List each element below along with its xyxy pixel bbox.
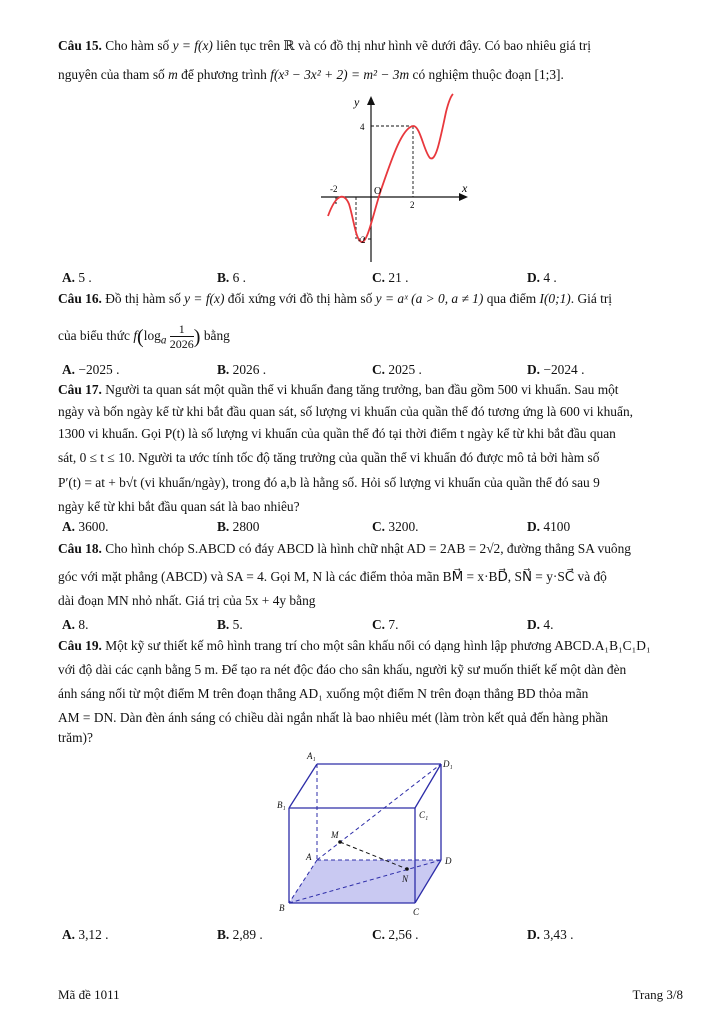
q16-expr-log: log	[143, 328, 161, 343]
q17-line6: ngày kể từ khi bắt đầu quan sát là bao nhiêu?	[58, 499, 300, 514]
answer-d[interactable]: D. 4 .	[527, 270, 557, 285]
q16-point: I(0;1)	[539, 291, 571, 306]
q17-line3: 1300 vi khuẩn. Gọi P(t) là số lượng vi khuẩn của quần thể đó tại thời điểm t ngày kể từ khi bắt đầu quan	[58, 426, 616, 441]
answer-d[interactable]: D. 3,43 .	[527, 927, 574, 942]
label-d1: D₁	[443, 759, 453, 769]
answer-a[interactable]: A. 3,12 .	[62, 927, 109, 942]
q16-expr-f: f	[133, 328, 138, 343]
x-label: x	[462, 181, 468, 195]
q19-line3: ánh sáng nối từ một điểm M trên đoạn thẳng AD₁ xuống một điểm N trên đoạn thẳng BD thỏa mãn	[58, 686, 589, 701]
origin-label: O	[374, 186, 382, 197]
answer-b[interactable]: B. 2026 .	[217, 362, 267, 377]
tick-4: 4	[360, 122, 365, 132]
tick-neg2-y: -2	[358, 235, 366, 245]
q15-text: nguyên của tham số	[58, 67, 165, 82]
q19-line4: AM = DN. Dàn đèn ánh sáng có chiều dài ngắn nhất là bao nhiêu mét (làm tròn kết quả đến hàng phần	[58, 710, 609, 725]
tick-neg2-x: -2	[330, 184, 338, 194]
answer-d[interactable]: D. 4.	[527, 617, 554, 632]
q19-text: Một kỹ sư thiết kế mô hình trang trí cho một sân khấu nổi có dạng hình lập phương ABCD.A₁B₁C₁D₁	[105, 638, 651, 653]
q16-func2: y = aˣ (a > 0, a ≠ 1)	[375, 291, 484, 306]
answer-a[interactable]: A. −2025 .	[62, 362, 120, 377]
q16-text: bằng	[203, 328, 230, 343]
q17-text: Người ta quan sát một quần thể vi khuẩn đang tăng trưởng, ban đầu gồm 500 vi khuẩn. Sau một	[105, 382, 619, 397]
page-number: Trang 3/8	[632, 987, 683, 1002]
y-label: y	[354, 95, 360, 109]
q15-text: liên tục trên ℝ và có đồ thị như hình vẽ dưới đây. Có bao nhiêu giá trị	[216, 38, 591, 53]
q19-line5: trăm)?	[58, 730, 93, 745]
function-curve	[328, 94, 453, 242]
q16-fraction: $\frac{1}{2026}$	[169, 322, 194, 352]
tick-2: 2	[410, 200, 415, 210]
point-n	[405, 867, 409, 871]
exam-code: Mã đề 1011	[58, 987, 120, 1002]
y-axis-arrow	[367, 96, 375, 105]
q18-label: Câu 18.	[58, 541, 102, 556]
answer-c[interactable]: C. 7.	[372, 617, 399, 632]
q15-equation: f(x³ − 3x² + 2) = m² − 3m	[270, 67, 410, 82]
q16-text: của biểu thức	[58, 328, 130, 343]
label-a: A	[306, 852, 312, 862]
edge-d1c1	[415, 764, 441, 808]
q16-func1: y = f(x)	[184, 291, 225, 306]
q18-line2: góc với mặt phẳng (ABCD) và SA = 4. Gọi M, N là các điểm thỏa mãn BM⃗ = x·BD⃗, SN⃗ = y·SC⃗ và độ	[58, 569, 607, 584]
q15-text: Cho hàm số	[105, 38, 170, 53]
q15-param: m	[168, 67, 178, 82]
q19-line1	[58, 638, 651, 654]
answer-a[interactable]: A. 8.	[62, 617, 89, 632]
label-a1: A₁	[307, 751, 316, 761]
q16-expr-base: a	[160, 334, 167, 347]
answer-c[interactable]: C. 2,56 .	[372, 927, 419, 942]
label-m: M	[331, 830, 339, 840]
q17-line1	[58, 382, 682, 398]
q19-line2: với độ dài các cạnh bằng 5 m. Để tạo ra nét độc đáo cho sân khấu, người kỹ sư muốn thiết kế một dàn đèn	[58, 662, 627, 677]
q15-line1	[58, 38, 591, 54]
answer-c[interactable]: C. 2025 .	[372, 362, 422, 377]
edge-a1b1	[289, 764, 317, 808]
label-c: C	[413, 907, 420, 917]
q15-func: y = f(x)	[172, 38, 213, 53]
q17-line4: sát, 0 ≤ t ≤ 10. Người ta ước tính tốc độ tăng trưởng của quần thể vi khuẩn đó được mô tả bởi hàm số	[58, 450, 600, 465]
answer-b[interactable]: B. 6 .	[217, 270, 247, 285]
label-n: N	[402, 874, 409, 884]
answer-c[interactable]: C. 3200.	[372, 519, 419, 534]
q16-text: . Giá trị	[570, 291, 613, 306]
q16-text: Đồ thị hàm số	[105, 291, 181, 306]
q15-text: để phương trình	[181, 67, 267, 82]
label-c1: C₁	[419, 810, 429, 820]
q16-text: qua điểm	[486, 291, 537, 306]
q18-line1	[58, 541, 631, 557]
q18-text: Cho hình chóp S.ABCD có đáy ABCD là hình chữ nhật AD = 2AB = 2√2, đường thẳng SA vuông	[105, 541, 632, 556]
point-m	[338, 840, 342, 844]
answer-b[interactable]: B. 2,89 .	[217, 927, 263, 942]
q16-line1	[58, 291, 612, 307]
answer-d[interactable]: D. 4100	[527, 519, 571, 534]
answer-b[interactable]: B. 5.	[217, 617, 243, 632]
q18-line3: dài đoạn MN nhỏ nhất. Giá trị của 5x + 4y bằng	[58, 593, 316, 608]
answer-b[interactable]: B. 2800	[217, 519, 260, 534]
q16-line2: của biểu thức $f(\log_a$ $\frac{1}{2026}$ ) bằng	[58, 322, 230, 352]
q19-cube	[274, 748, 464, 920]
label-d: D	[445, 856, 452, 866]
q19-label: Câu 19.	[58, 638, 102, 653]
label-b: B	[279, 903, 285, 913]
q16-label: Câu 16.	[58, 291, 102, 306]
q17-line2: ngày và bốn ngày kể từ khi bắt đầu quan sát, số lượng vi khuẩn của quần thể đó tương ứng là 600 vi khuẩn,	[58, 404, 633, 419]
answer-a[interactable]: A. 5 .	[62, 270, 92, 285]
answer-d[interactable]: D. −2024 .	[527, 362, 585, 377]
answer-c[interactable]: C. 21 .	[372, 270, 409, 285]
answer-a[interactable]: A. 3600.	[62, 519, 109, 534]
q15-line2	[58, 67, 564, 83]
q16-text: đối xứng với đồ thị hàm số	[227, 291, 373, 306]
q17-label: Câu 17.	[58, 382, 102, 397]
q15-text: có nghiệm thuộc đoạn [1;3].	[412, 67, 564, 82]
q17-line5: P′(t) = at + b√t (vi khuẩn/ngày), trong đó a,b là hằng số. Hỏi số lượng vi khuẩn của quần thể đó sau 9	[58, 475, 600, 490]
q15-label: Câu 15.	[58, 38, 102, 53]
label-b1: B₁	[277, 800, 286, 810]
q15-graph	[316, 92, 474, 264]
